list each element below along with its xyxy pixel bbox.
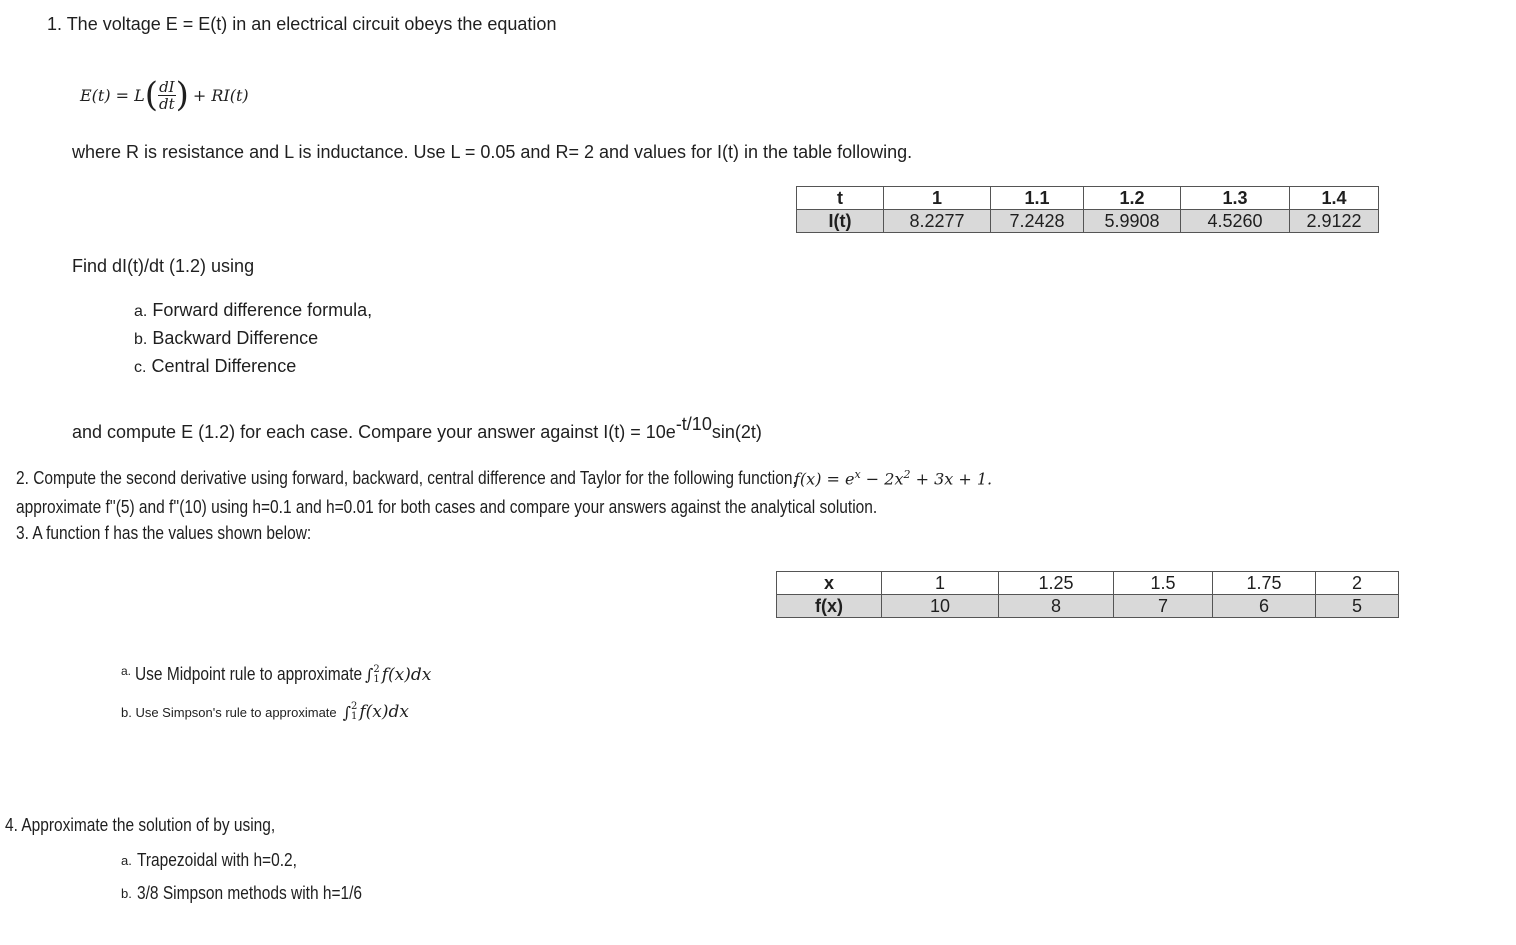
- t-value: 1: [884, 187, 991, 210]
- q3-item-b-text: b. Use Simpson's rule to approximate: [121, 704, 337, 720]
- compute-pre: and compute E (1.2) for each case. Compare your answer against I(t) = 10e: [72, 422, 676, 442]
- x-label: x: [777, 572, 882, 595]
- i-value: 4.5260: [1181, 210, 1290, 233]
- q1-heading: 1. The voltage E = E(t) in an electrical circuit obeys the equation: [47, 14, 557, 34]
- q2-line1-wrap: [16, 468, 992, 489]
- q3-item-b: [121, 702, 409, 722]
- list-text: Trapezoidal with h=0.2,: [136, 850, 297, 870]
- q3-line-wrap: [16, 523, 359, 544]
- eq-lhs: E(t) = L: [80, 85, 145, 105]
- i-label: I(t): [797, 210, 884, 233]
- t-value: 1.2: [1084, 187, 1181, 210]
- eq-paren-open: (: [144, 75, 159, 115]
- q1-where: where R is resistance and L is inductance. Use L = 0.05 and R= 2 and values for I(t) in the table following.: [72, 142, 913, 162]
- eq-rhs: + RI(t): [192, 85, 249, 105]
- q4-line-wrap: [5, 815, 319, 836]
- list-text: Backward Difference: [152, 328, 319, 348]
- list-marker: b.: [134, 331, 148, 348]
- eq-denominator: dt: [159, 94, 175, 113]
- compute-exponent: -t/10: [675, 414, 712, 434]
- t-value: 1.1: [991, 187, 1084, 210]
- q2-line2-wrap: [16, 497, 1017, 518]
- fx-value: 7: [1114, 595, 1213, 618]
- eq-fraction: [158, 79, 176, 112]
- q3-line: 3. A function f has the values shown below:: [16, 523, 312, 543]
- list-item: [121, 883, 399, 904]
- i-value: 2.9122: [1290, 210, 1379, 233]
- q3-item-a-text: Use Midpoint rule to approximate: [135, 664, 363, 684]
- eq-paren-close: ): [175, 75, 189, 115]
- list-marker: b.: [121, 886, 132, 901]
- i-value: 8.2277: [884, 210, 991, 233]
- i-value: 5.9908: [1084, 210, 1181, 233]
- q4-line: 4. Approximate the solution of by using,: [5, 815, 276, 835]
- x-value: 1.75: [1213, 572, 1316, 595]
- table-row: [777, 595, 1399, 618]
- t-label: t: [797, 187, 884, 210]
- fx-label: f(x): [777, 595, 882, 618]
- q1-equation: [80, 72, 249, 118]
- q3-table: [776, 571, 1399, 618]
- q2-line2: approximate f''(5) and f''(10) using h=0.1 and h=0.01 for both cases and compare your answers against the analytical solution.: [16, 497, 878, 517]
- x-value: 1.5: [1114, 572, 1213, 595]
- table-row: [777, 572, 1399, 595]
- list-item: [134, 300, 372, 321]
- integral-sign: ∫: [342, 702, 351, 722]
- q1-table: [796, 186, 1379, 233]
- list-item: [121, 850, 323, 871]
- integral-limits: 2 1: [350, 701, 358, 722]
- integrand: f(x)dx: [381, 664, 432, 685]
- fx-value: 10: [882, 595, 999, 618]
- q1-find: Find dI(t)/dt (1.2) using: [72, 256, 255, 276]
- integral-sign: ∫: [365, 665, 374, 684]
- integrand: f(x)dx: [359, 702, 409, 722]
- table-row: [797, 210, 1379, 233]
- eq-numerator: dI: [159, 77, 175, 96]
- x-value: 1.25: [999, 572, 1114, 595]
- list-marker: a.: [134, 303, 148, 320]
- q3-item-a: [121, 664, 431, 685]
- t-value: 1.3: [1181, 187, 1290, 210]
- table-row: [797, 187, 1379, 210]
- list-text: 3/8 Simpson methods with h=1/6: [136, 883, 362, 903]
- list-text: Central Difference: [151, 356, 297, 376]
- list-text: Forward difference formula,: [152, 300, 373, 320]
- list-marker: c.: [134, 359, 147, 376]
- i-value: 7.2428: [991, 210, 1084, 233]
- list-item: [134, 328, 318, 349]
- fx-value: 6: [1213, 595, 1316, 618]
- list-marker: a.: [121, 853, 132, 868]
- q1-compute: [72, 414, 762, 443]
- fx-value: 8: [999, 595, 1114, 618]
- q3-item-a-marker: a.: [121, 664, 132, 678]
- compute-post: sin(2t): [711, 422, 762, 442]
- integral-limits: 2 1: [373, 663, 380, 685]
- x-value: 1: [882, 572, 999, 595]
- t-value: 1.4: [1290, 187, 1379, 210]
- list-item: [134, 356, 296, 377]
- x-value: 2: [1316, 572, 1399, 595]
- q2-line1: 2. Compute the second derivative using forward, backward, central difference and Taylor for the following function,: [16, 468, 797, 488]
- q2-function: $f(x) = e^x - 2x^2 + 3x + 1$.: [794, 468, 993, 489]
- fx-value: 5: [1316, 595, 1399, 618]
